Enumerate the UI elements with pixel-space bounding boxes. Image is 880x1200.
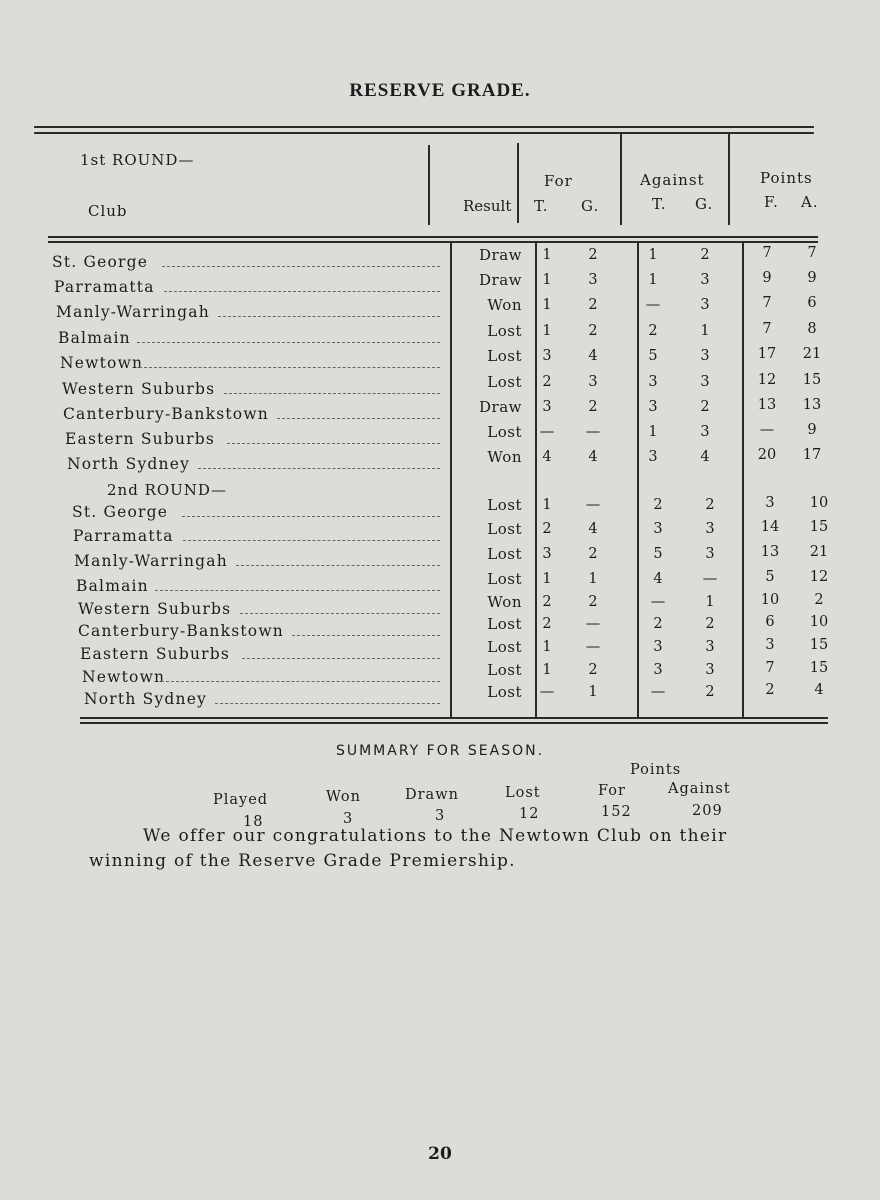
leader-dots <box>137 342 440 343</box>
result-cell: Lost <box>487 570 522 588</box>
leader-dots <box>227 443 440 444</box>
col-divider-result <box>517 143 519 223</box>
col-for-g: G. <box>581 197 600 215</box>
against-tries-cell: 3 <box>648 399 658 415</box>
against-tries-cell: 2 <box>653 497 663 513</box>
table-bottom-rule <box>80 717 828 719</box>
points-against-cell: 8 <box>807 321 817 337</box>
result-cell: Lost <box>487 423 522 441</box>
for-tries-cell: — <box>539 424 555 440</box>
summary-heading: SUMMARY FOR SEASON. <box>335 743 545 759</box>
table-top-rule <box>34 126 814 128</box>
points-for-cell: 10 <box>760 592 780 608</box>
for-goals-cell: 2 <box>588 546 598 562</box>
against-goals-cell: 2 <box>705 616 715 632</box>
against-tries-cell: 3 <box>653 639 663 655</box>
club-name: Manly-Warringah <box>56 303 210 321</box>
result-cell: Lost <box>487 615 522 633</box>
for-tries-cell: 2 <box>542 374 552 390</box>
points-against-cell: 6 <box>807 295 817 311</box>
summary-against-value: 209 <box>692 803 723 819</box>
result-cell: Lost <box>487 545 522 563</box>
result-cell: Lost <box>487 683 522 701</box>
result-cell: Won <box>487 448 522 466</box>
club-name: Canterbury-Bankstown <box>78 622 284 640</box>
against-goals-cell: 3 <box>700 424 710 440</box>
for-goals-cell: 4 <box>588 449 598 465</box>
against-tries-cell: 1 <box>648 272 658 288</box>
for-goals-cell: 2 <box>588 662 598 678</box>
result-cell: Lost <box>487 322 522 340</box>
points-against-cell: 9 <box>807 422 817 438</box>
points-against-cell: 15 <box>809 660 829 676</box>
leader-dots <box>182 516 440 517</box>
for-tries-cell: 3 <box>542 399 552 415</box>
points-for-cell: 7 <box>765 660 775 676</box>
header-rule <box>48 236 818 238</box>
club-name: Canterbury-Bankstown <box>63 405 269 423</box>
for-goals-cell: 4 <box>588 521 598 537</box>
points-against-cell: 10 <box>809 614 829 630</box>
table-bottom-rule-2 <box>80 722 828 724</box>
points-against-cell: 15 <box>809 637 829 653</box>
against-goals-cell: 3 <box>700 297 710 313</box>
against-goals-cell: 1 <box>705 594 715 610</box>
for-goals-cell: — <box>585 616 601 632</box>
summary-for-label: For <box>598 783 626 799</box>
points-against-cell: 17 <box>802 447 822 463</box>
club-name: Newtown <box>82 668 166 686</box>
points-for-cell: 7 <box>762 321 772 337</box>
points-for-cell: 5 <box>765 569 775 585</box>
leader-dots <box>218 316 440 317</box>
against-tries-cell: 3 <box>648 449 658 465</box>
points-against-cell: 7 <box>807 245 817 261</box>
club-name: Eastern Suburbs <box>80 645 231 663</box>
against-goals-cell: 3 <box>700 272 710 288</box>
club-name: Parramatta <box>54 278 155 296</box>
congrats-line-1: We offer our congratulations to the Newtown Club on their <box>143 826 728 846</box>
leader-dots <box>198 468 440 469</box>
for-tries-cell: 1 <box>542 297 552 313</box>
points-for-cell: 12 <box>757 372 777 388</box>
page-title: RESERVE GRADE. <box>349 80 531 101</box>
points-against-cell: 10 <box>809 495 829 511</box>
points-against-cell: 15 <box>802 372 822 388</box>
against-goals-cell: 3 <box>705 546 715 562</box>
points-against-cell: 2 <box>814 592 824 608</box>
for-tries-cell: 1 <box>542 272 552 288</box>
leader-dots <box>215 703 440 704</box>
points-for-cell: 3 <box>765 637 775 653</box>
summary-points-label: Points <box>630 762 682 778</box>
for-goals-cell: 2 <box>588 297 598 313</box>
club-name: Western Suburbs <box>78 600 232 618</box>
against-tries-cell: 2 <box>648 323 658 339</box>
against-goals-cell: 1 <box>700 323 710 339</box>
col-against-header: Against <box>640 171 705 189</box>
points-against-cell: 21 <box>802 346 822 362</box>
points-for-cell: 13 <box>757 397 777 413</box>
points-for-cell: 6 <box>765 614 775 630</box>
round2-label: 2nd ROUND— <box>107 481 227 499</box>
club-name: St. George <box>52 253 149 271</box>
for-goals-cell: — <box>585 639 601 655</box>
leader-dots <box>162 266 440 267</box>
result-cell: Lost <box>487 661 522 679</box>
for-goals-cell: 4 <box>588 348 598 364</box>
for-goals-cell: 3 <box>588 374 598 390</box>
for-tries-cell: 3 <box>542 546 552 562</box>
result-cell: Lost <box>487 347 522 365</box>
result-cell: Draw <box>479 246 522 264</box>
points-for-cell: — <box>759 422 775 438</box>
congrats-line-2: winning of the Reserve Grade Premiership. <box>89 851 516 871</box>
summary-won-label: Won <box>326 789 361 805</box>
for-tries-cell: 2 <box>542 616 552 632</box>
result-cell: Lost <box>487 520 522 538</box>
col-divider-club <box>428 145 430 225</box>
leader-dots <box>155 590 440 591</box>
points-for-cell: 14 <box>760 519 780 535</box>
col-club-header: Club <box>88 202 128 220</box>
col-points-f: F. <box>764 193 779 211</box>
summary-lost-label: Lost <box>505 785 541 801</box>
col-points-a: A. <box>801 193 819 211</box>
club-name: Balmain <box>58 329 131 347</box>
against-goals-cell: 2 <box>700 399 710 415</box>
col-against-g: G. <box>695 195 714 213</box>
leader-dots <box>224 393 440 394</box>
points-against-cell: 15 <box>809 519 829 535</box>
against-goals-cell: 3 <box>705 639 715 655</box>
result-cell: Lost <box>487 373 522 391</box>
col-divider-against-body <box>742 243 744 717</box>
col-for-header: For <box>544 172 573 190</box>
leader-dots <box>183 540 440 541</box>
club-name: Parramatta <box>73 527 174 545</box>
col-divider-for-body <box>637 243 639 717</box>
points-for-cell: 13 <box>760 544 780 560</box>
summary-won-value: 3 <box>343 811 354 827</box>
summary-lost-value: 12 <box>519 806 540 822</box>
club-name: St. George <box>72 503 169 521</box>
club-name: North Sydney <box>67 455 191 473</box>
for-goals-cell: 1 <box>588 571 598 587</box>
leader-dots <box>277 418 440 419</box>
page-number: 20 <box>428 1144 452 1164</box>
leader-dots <box>164 291 440 292</box>
points-against-cell: 9 <box>807 270 817 286</box>
for-goals-cell: 2 <box>588 247 598 263</box>
for-tries-cell: 2 <box>542 594 552 610</box>
points-for-cell: 17 <box>757 346 777 362</box>
for-tries-cell: 1 <box>542 323 552 339</box>
against-tries-cell: 3 <box>653 662 663 678</box>
against-goals-cell: 3 <box>705 662 715 678</box>
result-cell: Draw <box>479 398 522 416</box>
for-tries-cell: 2 <box>542 521 552 537</box>
summary-drawn-value: 3 <box>435 808 446 824</box>
club-name: Western Suburbs <box>62 380 216 398</box>
for-tries-cell: 1 <box>542 639 552 655</box>
against-tries-cell: — <box>650 594 666 610</box>
for-tries-cell: — <box>539 684 555 700</box>
leader-dots <box>161 681 440 682</box>
col-result-header: Result <box>463 197 512 215</box>
against-tries-cell: 1 <box>648 247 658 263</box>
for-tries-cell: 1 <box>542 662 552 678</box>
points-against-cell: 21 <box>809 544 829 560</box>
for-goals-cell: — <box>585 424 601 440</box>
against-goals-cell: — <box>702 571 718 587</box>
leader-dots <box>242 658 440 659</box>
against-tries-cell: 2 <box>653 616 663 632</box>
against-tries-cell: 3 <box>648 374 658 390</box>
result-cell: Lost <box>487 638 522 656</box>
result-cell: Draw <box>479 271 522 289</box>
against-tries-cell: 5 <box>653 546 663 562</box>
leader-dots <box>139 367 440 368</box>
summary-played-value: 18 <box>243 814 264 830</box>
for-goals-cell: 2 <box>588 399 598 415</box>
summary-for-value: 152 <box>601 804 632 820</box>
for-goals-cell: — <box>585 497 601 513</box>
result-cell: Won <box>487 296 522 314</box>
summary-against-label: Against <box>668 781 731 797</box>
points-for-cell: 7 <box>762 295 772 311</box>
against-tries-cell: 1 <box>648 424 658 440</box>
against-tries-cell: — <box>650 684 666 700</box>
leader-dots <box>292 635 440 636</box>
for-tries-cell: 1 <box>542 571 552 587</box>
for-goals-cell: 3 <box>588 272 598 288</box>
against-tries-cell: 5 <box>648 348 658 364</box>
against-goals-cell: 2 <box>705 497 715 513</box>
points-for-cell: 20 <box>757 447 777 463</box>
points-against-cell: 12 <box>809 569 829 585</box>
points-against-cell: 13 <box>802 397 822 413</box>
summary-drawn-label: Drawn <box>405 787 459 803</box>
against-goals-cell: 3 <box>700 374 710 390</box>
col-for-t: T. <box>534 197 549 215</box>
col-against-t: T. <box>652 195 667 213</box>
for-tries-cell: 3 <box>542 348 552 364</box>
against-goals-cell: 4 <box>700 449 710 465</box>
result-cell: Lost <box>487 496 522 514</box>
against-tries-cell: — <box>645 297 661 313</box>
points-against-cell: 4 <box>814 682 824 698</box>
for-tries-cell: 4 <box>542 449 552 465</box>
against-tries-cell: 4 <box>653 571 663 587</box>
col-divider-against <box>728 133 730 225</box>
header-rule-2 <box>48 241 818 243</box>
points-for-cell: 2 <box>765 682 775 698</box>
result-cell: Won <box>487 593 522 611</box>
points-for-cell: 3 <box>765 495 775 511</box>
club-name: Manly-Warringah <box>74 552 228 570</box>
against-goals-cell: 2 <box>700 247 710 263</box>
against-goals-cell: 3 <box>705 521 715 537</box>
for-goals-cell: 1 <box>588 684 598 700</box>
leader-dots <box>236 565 440 566</box>
col-points-header: Points <box>760 169 813 187</box>
points-for-cell: 7 <box>762 245 772 261</box>
for-tries-cell: 1 <box>542 497 552 513</box>
for-goals-cell: 2 <box>588 323 598 339</box>
table-top-rule-2 <box>34 132 814 134</box>
col-divider-for <box>620 133 622 225</box>
club-name: Balmain <box>76 577 149 595</box>
against-goals-cell: 3 <box>700 348 710 364</box>
against-goals-cell: 2 <box>705 684 715 700</box>
for-goals-cell: 2 <box>588 594 598 610</box>
summary-played-label: Played <box>213 792 269 808</box>
leader-dots <box>240 613 440 614</box>
for-tries-cell: 1 <box>542 247 552 263</box>
club-name: Newtown <box>60 354 144 372</box>
club-name: North Sydney <box>84 690 208 708</box>
against-tries-cell: 3 <box>653 521 663 537</box>
points-for-cell: 9 <box>762 270 772 286</box>
round1-label: 1st ROUND— <box>80 151 195 169</box>
club-name: Eastern Suburbs <box>65 430 216 448</box>
